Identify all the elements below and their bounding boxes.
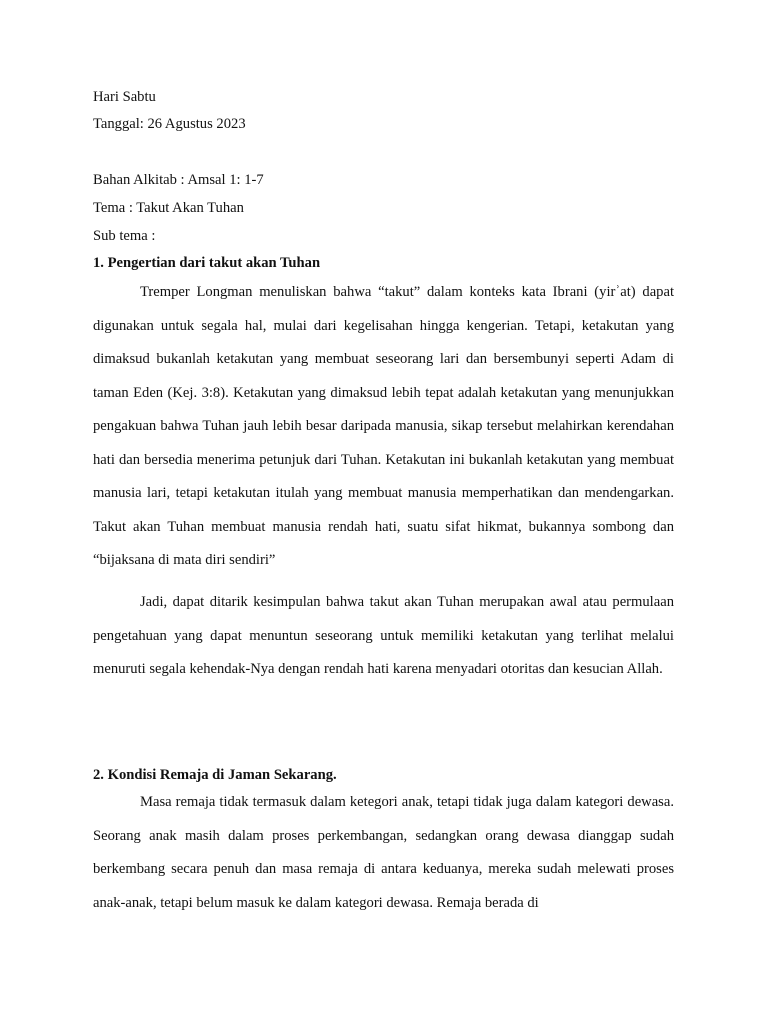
section1-paragraph1: Tremper Longman menuliskan bahwa “takut” dalam konteks kata Ibrani (yirʾat) dapat digunakan untuk segala hal, mulai dari kegelisahan hingga kengerian. Tetapi, ketakutan yang dimaksud bukanlah ketakutan yang membuat seseorang lari dan bersembunyi seperti Adam di taman Eden (Kej. 3:8). Ketakutan yang dimaksud lebih tepat adalah ketakutan yang menunjukkan pengakuan bahwa Tuhan jauh lebih besar daripada manusia, sikap tersebut melahirkan kerendahan hati dan bersedia menerima petunjuk dari Tuhan. Ketakutan ini bukanlah ketakutan yang membuat manusia lari, tetapi ketakutan itulah yang membuat manusia memperhatikan dan mendengarkan. Takut akan Tuhan membuat manusia rendah hati, suatu sifat hikmat, bukannya sombong dan “bijaksana di mata diri sendiri” [93,284,674,568]
theme-line: Tema : Takut Akan Tuhan [93,200,244,216]
section2-paragraph1: Masa remaja tidak termasuk dalam ketegori anak, tetapi tidak juga dalam kategori dewasa. Seorang anak masih dalam proses perkembangan, sedangkan orang dewasa dianggap sudah berkembang secara penuh dan masa remaja di antara keduanya, mereka sudah melewati proses anak-anak, tetapi belum masuk ke dalam kategori dewasa. Remaja berada di [93,794,674,911]
day-line: Hari Sabtu [93,89,156,105]
scripture-line: Bahan Alkitab : Amsal 1: 1-7 [93,172,264,188]
section2-heading: 2. Kondisi Remaja di Jaman Sekarang. [93,767,337,783]
section1-paragraph2: Jadi, dapat ditarik kesimpulan bahwa takut akan Tuhan merupakan awal atau permulaan pengetahuan yang dapat menuntun seseorang untuk memiliki ketakutan yang terlihat melalui menuruti segala kehendak-Nya dengan rendah hati karena menyadari otoritas dan kesucian Allah. [93,594,674,677]
date-line: Tanggal: 26 Agustus 2023 [93,116,246,132]
subtheme-line: Sub tema : [93,228,156,244]
section1-heading: 1. Pengertian dari takut akan Tuhan [93,255,321,271]
